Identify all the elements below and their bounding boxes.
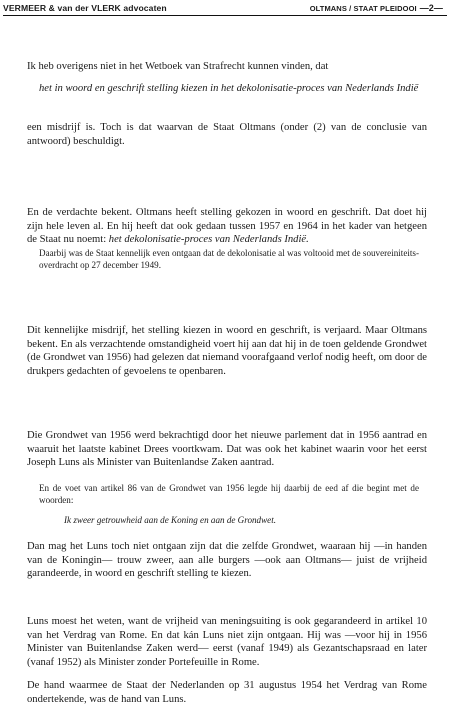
quoted-phrase: het in woord en geschrift stelling kiezen in het dekolonisatie-proces van Nederlands Indië [39, 83, 419, 94]
note-decolonisation: Daarbij was de Staat kennelijk even ontgaan dat de dekolonisatie al was voltooid met de souvereiniteits-overdracht op 27 december 1949. [39, 248, 419, 271]
paragraph-luns-signature: De hand waarmee de Staat der Nederlanden op 31 augustus 1954 het Verdrag van Rome ondertekende, was de hand van Luns. [27, 680, 427, 705]
oath-quote: Ik zweer getrouwheid aan de Koning en aan de Grondwet. [64, 515, 276, 525]
document-title [310, 3, 443, 13]
paragraph-accusation: een misdrijf is. Toch is dat waarvan de Staat Oltmans (onder (2) van de conclusie van antwoord) beschuldigt. [27, 122, 427, 147]
paragraph-treaty-of-rome: Luns moest het weten, want de vrijheid van meningsuiting is ook gegarandeerd in artikel 10 van het Verdrag van Rome. En dat kán Luns niet zijn ontgaan. Hij was —voor hij in 1956 Minister van Buitenlandse Zaken werd— eerst (vanaf 1949) als Gezantschapsraad en later (vanaf 1952) als Minister zonder Portefeuille in Rome. [27, 616, 427, 668]
page-header [3, 2, 447, 16]
paragraph-intro: Ik heb overigens niet in het Wetboek van Strafrecht kunnen vinden, dat [27, 61, 329, 72]
paragraph-confession-text: En de verdachte bekent. Oltmans heeft stelling gekozen in woord en geschrift. Dat doet hij zijn hele leven al. En hij heeft dat ook gedaan tussen 1957 en 1964 in het kader van hetgeen de Staat nu noemt: [27, 207, 427, 246]
paragraph-confession-italic: het dekolonisatie-proces van Nederlands Indië. [108, 234, 309, 246]
paragraph-constitution-1956: Die Grondwet van 1956 werd bekrachtigd door het nieuwe parlement dat in 1956 aantrad en waaruit het laatste kabinet Drees voortkwam. Dat was ook het kabinet waarin voor het eerst Joseph Luns als Minister van Buitenlandse Zaken aantrad. [27, 430, 427, 469]
paragraph-statute-of-limitations: Dit kennelijke misdrijf, het stelling kiezen in woord en geschrift, is verjaard. Maar Oltmans bekent. En als verzachtende omstandigheid voert hij aan dat hij in de toen geldende Grondwet (de Grondwet van 1956) had gelezen dat niemand voorafgaand verlof nodig heeft, om door de drukpers gedachten of gevoelens te openbaren. [27, 325, 427, 377]
paragraph-luns-oath: Dan mag het Luns toch niet ontgaan zijn dat die zelfde Grondwet, waaraan hij —in handen van de Koningin— trouw zweer, aan alle burgers —ook aan Oltmans— juist de vrijheid garandeerde, in woord en geschrift stelling te kiezen. [27, 541, 427, 580]
firm-name: VERMEER & van der VLERK advocaten [3, 3, 167, 13]
document-reference: OLTMANS / STAAT PLEIDOOI [309, 4, 417, 13]
note-oath: En de voet van artikel 86 van de Grondwet van 1956 legde hij daarbij de eed af die begint met de woorden: [39, 483, 419, 506]
paragraph-confession [27, 206, 427, 247]
page-number: —2— [419, 3, 443, 13]
header-divider [3, 15, 447, 16]
